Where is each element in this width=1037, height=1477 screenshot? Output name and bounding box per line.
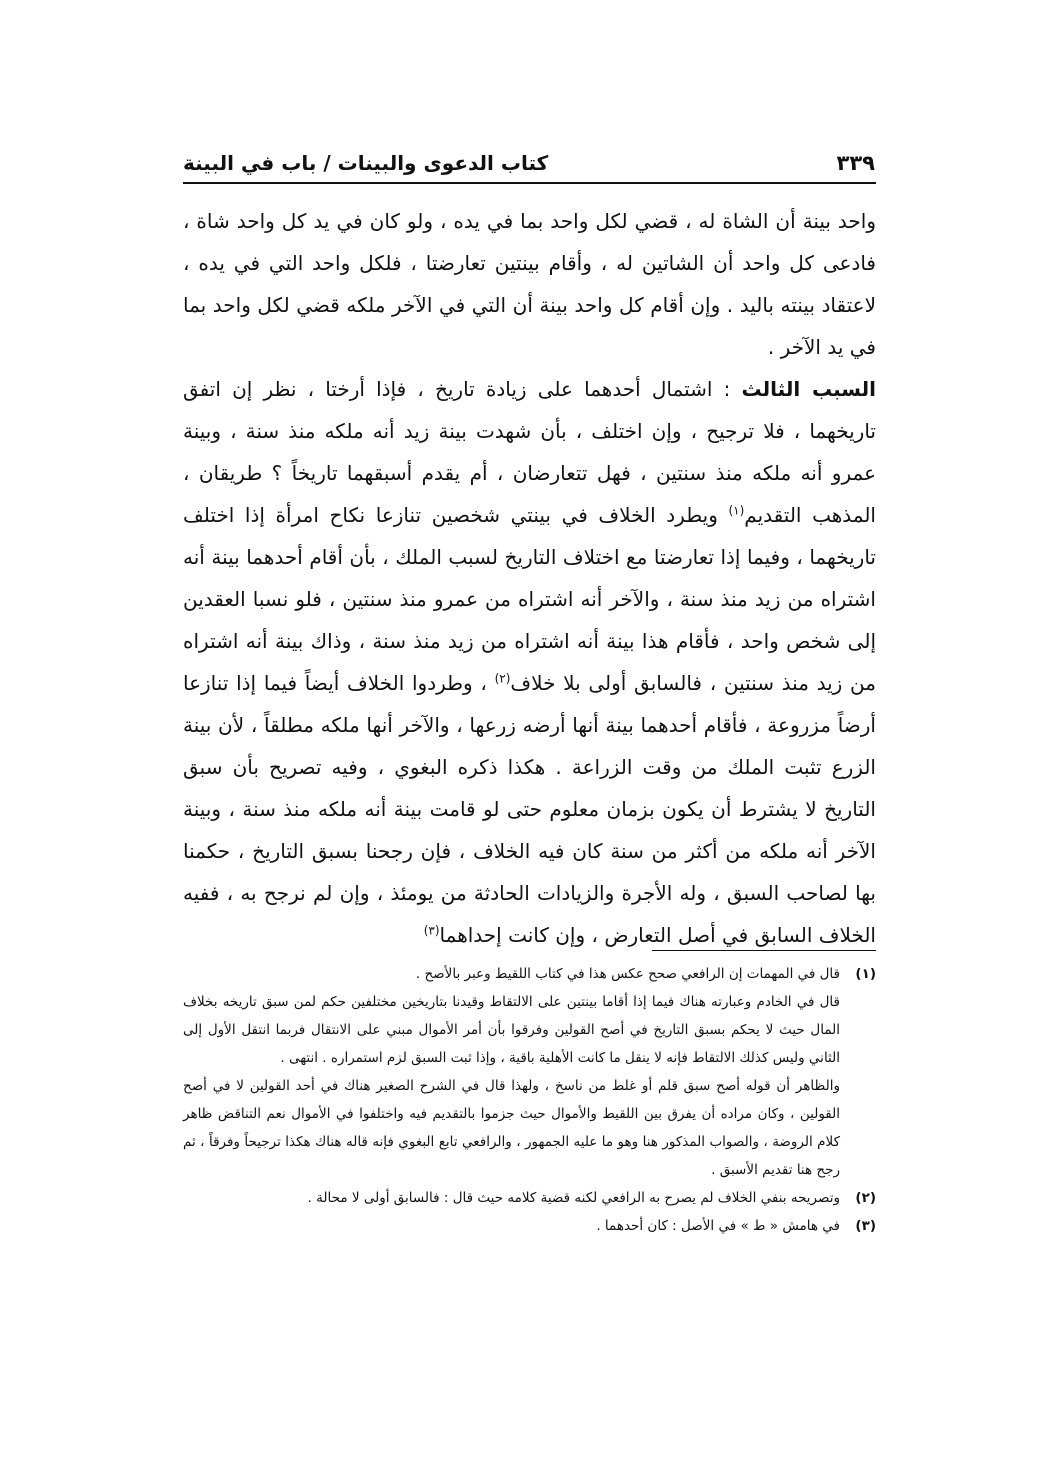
footnote-number: (٣) [855,1218,876,1234]
paragraph-2-text-a: : اشتمال أحدهما على زيادة تاريخ ، فإذا أرختا ، نظر إن اتفق تاريخهما ، فلا ترجيح ، وإن اختلف ، بأن شهدت بينة زيد أنه ملكه منذ سنة ، وبينة عمرو أنه ملكه منذ سنتين ، فهل تتعارضان ، أم يقدم أسبقهما تاريخاً ؟ طريقان ، المذهب التقديم [183,377,876,527]
footnote-body [183,1184,840,1212]
footnote-body [183,960,840,1184]
footnote-number: (٢) [855,1190,876,1206]
page-header [183,148,875,178]
footnote-number: (١) [855,966,876,982]
footnotes [183,960,876,1240]
footnote-2 [183,1184,876,1212]
paragraph-2-text-c: ، وطردوا الخلاف أيضاً فيما إذا تنازعا أرضاً مزروعة ، فأقام أحدهما بينة أنها أرضه زرعها ، والآخر أنها ملكه مطلقاً ، لأن بينة الزرع تثبت الملك من وقت الزراعة . هكذا ذكره البغوي ، وفيه تصريح بأن سبق التاريخ لا يشترط أن يكون بزمان معلوم حتى لو قامت بينة أنه ملكه منذ سنة ، وبينة الآخر أنه ملكه من أكثر من سنة كان فيه الخلاف ، فإن رجحنا بسبق التاريخ ، حكمنا بها لصاحب السبق ، وله الأجرة والزيادات الحادثة من يومئذ ، وإن لم نرجح به ، ففيه الخلاف السابق في أصل التعارض ، وإن كانت إحداهما [183,671,876,947]
footnote-1 [183,960,876,1184]
footnote-paragraph: وتصريحه بنفي الخلاف لم يصرح به الرافعي لكنه قضية كلامه حيث قال : فالسابق أولى لا محالة . [307,1190,840,1206]
footnote-ref-3: (٣) [423,923,440,938]
paragraph-2-text-b: ويطرد الخلاف في بينتي شخصين تنازعا نكاح امرأة إذا اختلف تاريخهما ، وفيما إذا تعارضتا مع اختلاف التاريخ لسبب الملك ، بأن أقام أحدهما بينة أنه اشتراه من زيد منذ سنة ، والآخر أنه اشتراه من عمرو منذ سنتين ، فلو نسبا العقدين إلى شخص واحد ، فأقام هذا بينة أنه اشتراه من زيد منذ سنة ، وذاك بينة أنه اشتراه من زيد منذ سنتين ، فالسابق أولى بلا خلاف [183,503,876,695]
footnote-paragraph: والظاهر أن قوله أصح سبق قلم أو غلط من ناسخ ، ولهذا قال في الشرح الصغير هناك في أحد القولين لا في أصح القولين ، وكان مراده أن يفرق بين اللقيط والأموال حيث جزموا بالتقديم فيه واختلفوا في الأموال نعم التناقض ظاهر كلام الروضة ، والصواب المذكور هنا وهو ما عليه الجمهور ، والرافعي تابع البغوي فإنه قاله هناك هكذا ترجيحاً وفرقاً ، ثم رجح هنا تقديم الأسبق . [183,1078,840,1178]
section-lead: السبب الثالث [741,377,876,401]
page-number: ٣٣٩ [836,151,875,175]
footnote-ref-1: (١) [728,503,745,518]
footnote-3 [183,1212,876,1240]
main-text [183,200,876,956]
footnote-paragraph: في هامش « ط » في الأصل : كان أحدهما . [596,1218,840,1234]
footnote-ref-2: (٢) [494,671,511,686]
footnote-body [183,1212,840,1240]
footnote-paragraph: قال في المهمات إن الرافعي صحح عكس هذا في كتاب اللقيط وعبر بالأصح . [415,966,840,982]
running-head: كتاب الدعوى والبينات / باب في البينة [183,151,549,175]
footnote-paragraph: قال في الخادم وعبارته هناك فيما إذا أقاما بينتين على الالتقاط وقيدنا بتاريخين مختلفين حكم لمن سبق تاريخه بخلاف المال حيث لا يحكم بسبق التاريخ في أصح القولين وفرقوا بأن أمر الأموال مبني على الانتقال فربما انتقل الأول إلى الثاني وليس كذلك الالتقاط فإنه لا ينقل ما كانت الأهلية باقية ، وإذا ثبت السبق لزم استمراره . انتهى . [183,994,840,1066]
paragraph-1: واحد بينة أن الشاة له ، قضي لكل واحد بما في يده ، ولو كان في يد كل واحد شاة ، فادعى كل واحد أن الشاتين له ، وأقام بينتين تعارضتا ، فلكل واحد التي في يده ، لاعتقاد بينته باليد . وإن أقام كل واحد بينة أن التي في الآخر ملكه قضي لكل واحد بما في يد الآخر . [183,209,876,359]
paragraph-2 [183,368,876,956]
header-rule [183,182,876,184]
footnote-separator [652,950,876,951]
